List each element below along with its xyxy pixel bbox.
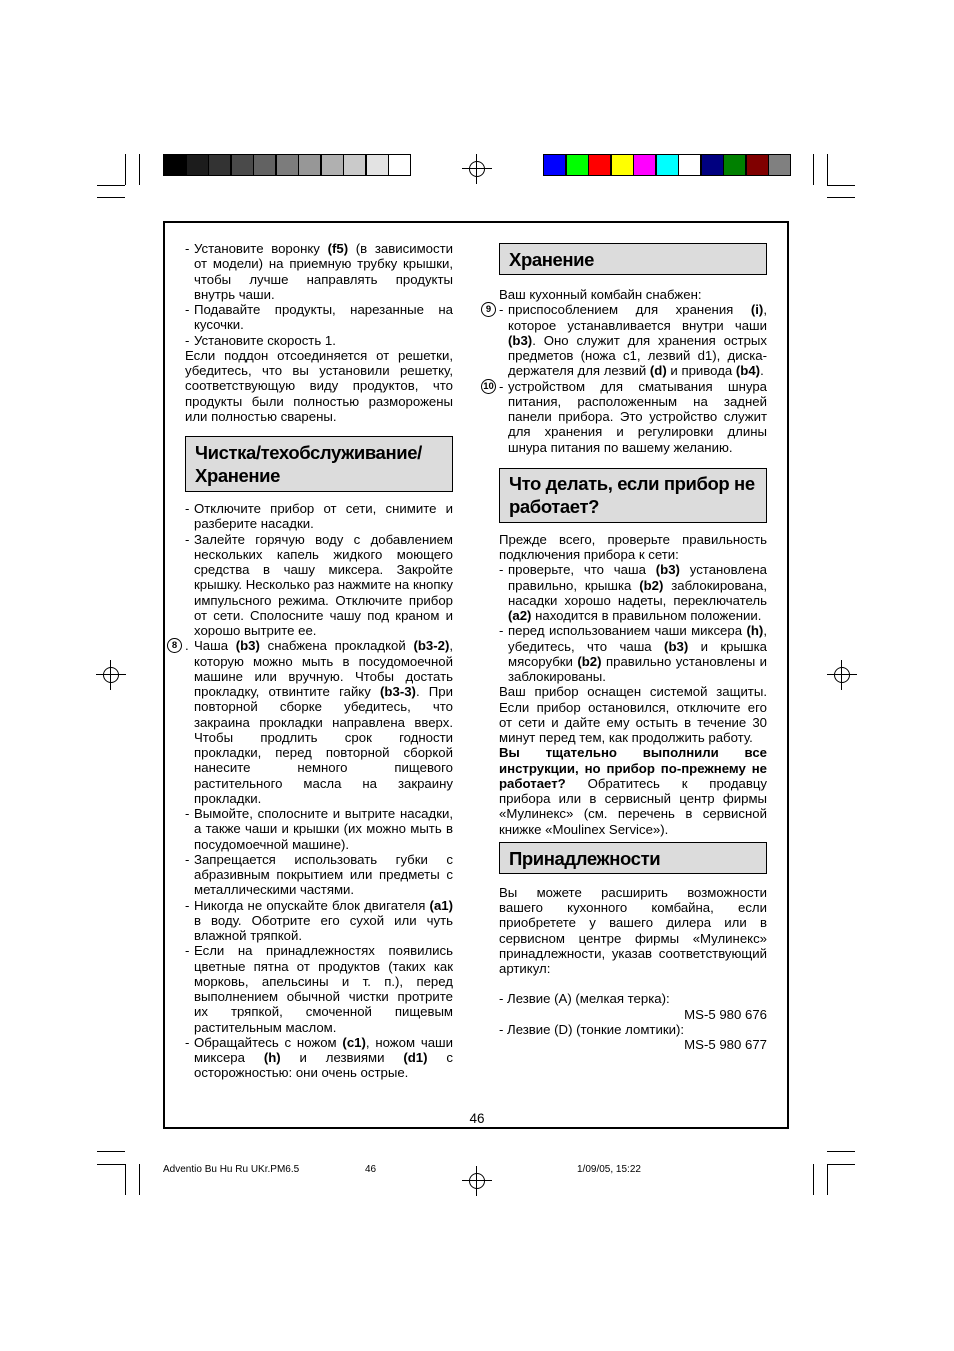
registration-mark-icon <box>466 1170 488 1192</box>
list-text: в воду. Оботрите его сухой или чуть влажной тряпкой. <box>194 912 453 943</box>
crop-mark <box>827 1164 855 1165</box>
reference-code: (a1) <box>429 897 453 913</box>
crop-mark <box>139 1164 140 1195</box>
accessory-name: - Лезвие (D) (тонкие ломтики): <box>499 1021 685 1037</box>
storage-heading: Хранение <box>499 243 767 275</box>
accessory-name: - Лезвие (А) (мелкая терка): <box>499 991 670 1007</box>
color-swatch <box>611 154 634 176</box>
color-swatch <box>276 154 299 176</box>
list-text: Вымойте, сполосните и вытрите насадки, а также чаши и крышки (их можно мыть в посудомоечной машине). <box>194 806 453 852</box>
list-dash: - <box>185 501 190 516</box>
color-swatch <box>208 154 231 176</box>
crop-mark <box>827 154 828 185</box>
list-text: Подавайте продукты, нарезанные на кусочки. <box>194 302 453 333</box>
reference-code: (b2) <box>577 653 602 669</box>
list-dash: - <box>185 943 190 959</box>
list-item <box>185 501 453 532</box>
page-number: 46 <box>469 1111 485 1126</box>
list-item <box>171 638 454 806</box>
color-swatch <box>163 154 186 176</box>
list-dash: - <box>499 623 504 639</box>
crop-mark <box>827 185 855 186</box>
footer-file-name: Adventio Bu Hu Ru UKr.PM6.5 <box>163 1164 300 1175</box>
color-swatch <box>656 154 679 176</box>
registration-mark-icon <box>466 158 488 180</box>
list-text: перед использованием чаши миксера <box>508 623 747 639</box>
crop-mark <box>125 1164 126 1195</box>
reference-code: (d) <box>649 363 667 379</box>
color-swatch <box>253 154 276 176</box>
reference-code: (b3) <box>664 638 689 654</box>
reference-code: (b2) <box>639 577 664 593</box>
color-swatch <box>231 154 254 176</box>
list-item <box>185 241 453 302</box>
list-text: Отключите прибор от сети, снимите и разберите насадки. <box>194 501 453 532</box>
color-swatch <box>633 154 656 176</box>
list-text: , ножом чаши миксера <box>194 1034 453 1065</box>
list-text: Запрещается использовать губки с абразивным покрытием или предметы с металлическими частями. <box>194 851 453 898</box>
list-text: Обращайтесь с ножом <box>194 1034 343 1050</box>
list-text: Никогда не опускайте блок двигателя <box>194 897 430 913</box>
accessory-code: MS-5 980 677 <box>684 1037 767 1052</box>
color-swatch <box>588 154 611 176</box>
list-text: с осторожностью: они очень острые. <box>194 1050 453 1081</box>
list-item <box>499 562 767 623</box>
crop-mark <box>125 154 126 185</box>
trouble-intro: Прежде всего, проверьте правильность подключения прибора к сети: <box>499 531 767 562</box>
list-text: проверьте, что чаша <box>508 562 656 578</box>
list-item <box>185 333 453 348</box>
list-text: и лезвиями <box>280 1050 404 1065</box>
list-text: Установите воронку <box>194 241 328 256</box>
list-text: снабжена прокладкой <box>259 638 414 654</box>
color-swatch <box>298 154 321 176</box>
intro-list <box>185 241 453 348</box>
crop-mark <box>97 1151 125 1152</box>
storage-intro: Ваш кухонный комбайн снабжен: <box>499 287 702 302</box>
right-column <box>483 243 767 1052</box>
callout-number: 10 <box>481 379 496 394</box>
accessory-item <box>499 991 767 1022</box>
left-column <box>171 241 454 1081</box>
list-dash: - <box>185 531 190 547</box>
protection-paragraph: Ваш прибор оснащен системой защиты. Если прибор остановился, отключите его от сети и дайте ему остыть в течение 30 минут перед тем, как продолжить работу. <box>499 684 767 745</box>
list-text: . При повторной сборке убедитесь, что закраина прокладки направлена вверх. Чтобы продлить срок годности прокладки, перед повторной сборкой нанесите немного пищевого растительного масла на закраину прокладки. <box>194 684 453 806</box>
list-text: , убедитесь, что чаша <box>508 623 767 654</box>
list-dash: - <box>499 562 504 578</box>
crop-mark <box>813 1164 814 1195</box>
list-dash: - <box>499 302 504 318</box>
footer-date: 1/09/05, 15:22 <box>577 1164 641 1175</box>
color-swatch <box>746 154 769 176</box>
list-text: . Оно служит для хранения острых предметов (ножа с1, лезвий d1), диска-держателя для лезвий <box>508 332 767 379</box>
crop-mark <box>97 185 125 186</box>
list-item <box>185 898 453 944</box>
list-text: и привода <box>666 363 736 379</box>
list-text: Если на принадлежностях появились цветные пятна от продуктов (таких как морковь, апельсины и т. п.), перед выполнением обычной чистки протрите их тряпкой, смоченной пищевым растительным маслом. <box>194 943 453 1035</box>
list-item <box>485 302 767 379</box>
list-dash: - <box>185 1034 190 1050</box>
registration-mark-icon <box>100 664 122 686</box>
list-item <box>185 1035 453 1081</box>
reference-code: (b4) <box>735 363 761 379</box>
cleaning-heading: Чистка/техобслуживание/ Хранение <box>185 436 453 492</box>
reference-code: (b3-2) <box>413 638 450 654</box>
intro-paragraph: Если поддон отсоединяется от решетки, убедитесь, что вы установили решетку, соответствующую виду продуктов, что продукты были полностью разморожены или полностью сварены. <box>185 347 453 424</box>
list-text: , которое устанавливается внутри чаши <box>508 302 767 333</box>
accessories-heading: Принадлежности <box>499 842 767 874</box>
trouble-list <box>499 562 767 684</box>
list-dash: - <box>185 241 190 256</box>
list-text: устройством для сматывания шнура питания, расположенным на задней панели прибора. Это устройство служит для хранения и регулировки длины шнура питания по вашему желанию. <box>508 378 767 455</box>
reference-code: (a2) <box>508 608 532 623</box>
footer-page: 46 <box>365 1164 377 1175</box>
color-swatch <box>343 154 366 176</box>
color-swatch <box>768 154 791 176</box>
crop-mark <box>97 197 125 198</box>
reference-code: (b3) <box>235 638 260 654</box>
list-item <box>483 378 767 455</box>
list-dash: - <box>185 897 190 913</box>
color-swatch <box>566 154 589 176</box>
list-item <box>499 623 767 684</box>
reference-code: (c1) <box>342 1034 366 1050</box>
list-text: приспособлением для хранения <box>508 302 751 318</box>
trouble-heading: Что делать, если прибор не работает? <box>499 468 767 523</box>
color-swatch <box>366 154 389 176</box>
color-swatch <box>701 154 724 176</box>
list-item <box>185 852 453 898</box>
list-item <box>185 806 453 852</box>
reference-code: (i) <box>750 302 764 318</box>
color-swatch <box>186 154 209 176</box>
crop-mark <box>827 197 855 198</box>
final-paragraph: Вы тщательно выполнили все инструкции, но прибор по-прежнему не работает? Обратитесь к продавцу прибора или в сервисный центр фирмы «Мулинекс» (см. перечень в сервисной книжке «Moulinex Service»). <box>499 745 767 837</box>
list-text: Залейте горячую воду с добавлением нескольких капель жидкого моющего средства в чашу миксера. Закройте крышку. Несколько раз нажмите на кнопку импульсного режима. Отключите прибор от сети. Сполосните чашу под краном и хорошо вытрите ее. <box>194 531 453 638</box>
list-dash: - <box>499 378 504 394</box>
reference-code: (h) <box>746 623 764 639</box>
reference-code: (f5) <box>327 241 349 256</box>
crop-mark <box>813 154 814 185</box>
callout-number: 9 <box>481 302 496 317</box>
list-text: заблокирована, насадки хорошо надеты, переключатель <box>508 577 767 608</box>
reference-code: (b3) <box>655 562 680 578</box>
list-text: . <box>760 363 764 379</box>
crop-mark <box>139 154 140 185</box>
list-dash: - <box>185 806 190 821</box>
list-text: находится в правильном положении. <box>531 608 762 623</box>
crop-mark <box>827 1151 855 1152</box>
crop-mark <box>827 1164 828 1195</box>
list-item <box>185 943 453 1035</box>
reference-code: (h) <box>263 1050 281 1065</box>
reference-code: (b3) <box>508 332 533 348</box>
list-dash: - <box>185 851 190 867</box>
accessories-paragraph: Вы можете расширить возможности вашего кухонного комбайна, если приобретете у вашего дилера или в сервисном центре фирмы «Мулинекс» принадлежности, указав соответствующий артикул: <box>499 884 767 976</box>
list-item <box>185 532 453 639</box>
registration-mark-icon <box>831 664 853 686</box>
list-text: установлена правильно, крышка <box>508 562 767 593</box>
color-swatch <box>723 154 746 176</box>
accessory-code: MS-5 980 676 <box>684 1006 767 1022</box>
list-text: , которую можно мыть в посудомоечной машине или вручную. Чтобы достать прокладку, отвинтите гайку <box>194 638 454 699</box>
list-item <box>185 302 453 333</box>
cleaning-list <box>171 501 454 1081</box>
accessories-list <box>499 991 767 1052</box>
reference-code: (b3-3) <box>380 684 416 699</box>
color-swatch <box>543 154 566 176</box>
color-swatch <box>321 154 344 176</box>
color-swatch <box>388 154 411 176</box>
list-text: Чаша <box>194 638 236 654</box>
crop-mark <box>97 1164 125 1165</box>
storage-list <box>483 302 767 455</box>
list-dash: . <box>185 638 189 654</box>
reference-code: (d1) <box>403 1050 428 1065</box>
list-text: Установите скорость 1. <box>194 332 336 348</box>
color-swatch <box>678 154 701 176</box>
list-dash: - <box>185 332 190 348</box>
list-text: и крышка мясорубки <box>508 638 767 669</box>
callout-number: 8 <box>167 638 182 653</box>
list-text: (в зависимости от модели) на приемную трубку крышки, чтобы лучше направлять продукты внутрь чаши. <box>194 241 453 302</box>
accessory-item <box>499 1022 767 1053</box>
list-text: правильно установлены и заблокированы. <box>508 653 767 684</box>
list-dash: - <box>185 302 190 317</box>
